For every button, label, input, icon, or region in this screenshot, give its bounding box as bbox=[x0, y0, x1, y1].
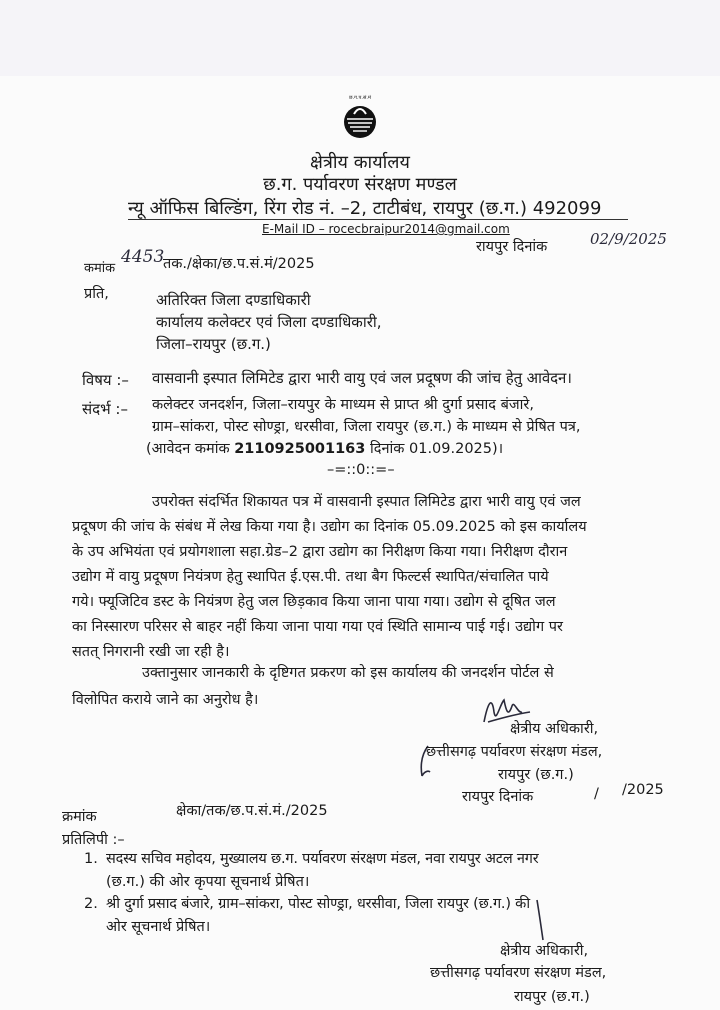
office-address: न्यू ऑफिस बिल्डिंग, रिंग रोड नं. –2, टाटीबंध, रायपुर (छ.ग.) 492099 bbox=[128, 198, 602, 219]
reference-line-2: ग्राम–सांकरा, पोस्ट सोण्ड्रा, धरसीवा, जिला रायपुर (छ.ग.) के माध्यम से प्रेषित पत्र, bbox=[152, 419, 581, 435]
reference-label: संदर्भ :– bbox=[82, 400, 128, 418]
copy-item-1-line-2: (छ.ग.) की ओर कृपया सूचनार्थ प्रेषित। bbox=[106, 874, 310, 890]
body-line: उद्योग में वायु प्रदूषण नियंत्रण हेतु स्थापित ई.एस.पी. तथा बैग फिल्टर्स स्थापित/संचालित पाये bbox=[72, 569, 549, 585]
signature1-line-1: क्षेत्रीय अधिकारी, bbox=[510, 721, 599, 737]
copy-date-label: रायपुर दिनांक bbox=[462, 789, 534, 805]
addressee-line-1: अतिरिक्त जिला दण्डाधिकारी bbox=[156, 291, 311, 309]
prati-label: प्रति, bbox=[84, 286, 109, 302]
scan-top-band bbox=[0, 0, 720, 76]
kramank-code: तक./क्षेका/छ.प.सं.मं/2025 bbox=[163, 256, 315, 272]
body-line: उपरोक्त संदर्भित शिकायत पत्र में वासवानी इस्पात लिमिटेड द्वारा भारी वायु एवं जल bbox=[152, 494, 581, 510]
office-name: क्षेत्रीय कार्यालय bbox=[310, 152, 410, 173]
reference-line-1: कलेक्टर जनदर्शन, जिला–रायपुर के माध्यम से प्राप्त श्री दुर्गा प्रसाद बंजारे, bbox=[152, 397, 534, 413]
copy-date-year: /2025 bbox=[622, 782, 664, 798]
application-number: 2110925001163 bbox=[234, 441, 366, 457]
signature2-mark-icon bbox=[533, 898, 547, 942]
date-handwritten: 02/9/2025 bbox=[590, 230, 667, 248]
signature2-line-1: क्षेत्रीय अधिकारी, bbox=[500, 943, 589, 959]
board-name: छ.ग. पर्यावरण संरक्षण मण्डल bbox=[263, 174, 457, 195]
body-line: सतत् निगरानी रखी जा रही है। bbox=[72, 644, 230, 660]
body-paragraph-1 bbox=[72, 490, 587, 665]
subject-text: वासवानी इस्पात लिमिटेड द्वारा भारी वायु एवं जल प्रदूषण की जांच हेतु आवेदन। bbox=[152, 369, 572, 387]
kramank-prefix: कमांक bbox=[84, 261, 116, 276]
office-email: E-Mail ID – rocecbraipur2014@gmail.com bbox=[262, 222, 510, 236]
addressee-line-3: जिला–रायपुर (छ.ग.) bbox=[156, 335, 271, 353]
body-line: का निस्सारण परिसर से बाहर नहीं किया जाना पाया गया एवं स्थिति सामान्य पाई गई। उद्योग पर bbox=[72, 619, 563, 635]
body-line: विलोपित कराये जाने का अनुरोध है। bbox=[72, 692, 259, 708]
copy-item-1-line-1: सदस्य सचिव महोदय, मुख्यालय छ.ग. पर्यावरण संरक्षण मंडल, नवा रायपुर अटल नगर bbox=[106, 851, 539, 867]
signature2-line-3: रायपुर (छ.ग.) bbox=[514, 989, 590, 1005]
copy-code: क्षेका/तक/छ.प.सं.मं./2025 bbox=[176, 803, 328, 819]
copy-item-2-line-1: श्री दुर्गा प्रसाद बंजारे, ग्राम–सांकरा, पोस्ट सोण्ड्रा, धरसीवा, जिला रायपुर (छ.ग.) की bbox=[106, 896, 530, 912]
place-date-label: रायपुर दिनांक bbox=[476, 239, 548, 255]
copy-item-1-num: 1. bbox=[84, 851, 98, 867]
copy-date-slash: / bbox=[594, 786, 599, 802]
subject-label: विषय :– bbox=[82, 371, 129, 389]
copy-item-2-num: 2. bbox=[84, 896, 98, 912]
signature2-line-2: छत्तीसगढ़ पर्यावरण संरक्षण मंडल, bbox=[430, 965, 607, 981]
reference-line-3-post: दिनांक 01.09.2025)। bbox=[365, 441, 504, 457]
body-line: उक्तानुसार जानकारी के दृष्टिगत प्रकरण को इस कार्यालय की जनदर्शन पोर्टल से bbox=[142, 665, 554, 681]
kramank-handwritten: 4453 bbox=[121, 247, 165, 267]
copy-item-2-line-2: ओर सूचनार्थ प्रेषित। bbox=[106, 919, 211, 935]
body-line: के उप अभियंता एवं प्रयोगशाला सहा.ग्रेड–2 द्वारा उद्योग का निरीक्षण किया गया। निरीक्षण दौरान bbox=[72, 544, 568, 560]
reference-line-3-pre: (आवेदन कमांक bbox=[146, 441, 235, 457]
logo-caption: छ.ग.प.सं.मं bbox=[349, 95, 371, 101]
copies-label: प्रतिलिपी :– bbox=[62, 832, 125, 848]
copy-kramank: क्रमांक bbox=[62, 809, 97, 825]
addressee-line-2: कार्यालय कलेक्टर एवं जिला दण्डाधिकारी, bbox=[156, 313, 382, 331]
divider: –=::0::=– bbox=[327, 462, 395, 478]
board-logo-icon bbox=[342, 92, 378, 144]
reference-line-3 bbox=[146, 438, 503, 458]
body-line: प्रदूषण की जांच के संबंध में लेख किया गया है। उद्योग का दिनांक 05.09.2025 को इस कार्यालय bbox=[72, 519, 587, 535]
body-line: गये। फ्यूजिटिव डस्ट के नियंत्रण हेतु जल छिड़काव किया जाना पाया गया। उद्योग से दूषित जल bbox=[72, 594, 556, 610]
signature1-line-3: रायपुर (छ.ग.) bbox=[498, 767, 574, 783]
signature1-line-2: छत्तीसगढ़ पर्यावरण संरक्षण मंडल, bbox=[426, 744, 603, 760]
letterhead-rule bbox=[128, 219, 628, 220]
